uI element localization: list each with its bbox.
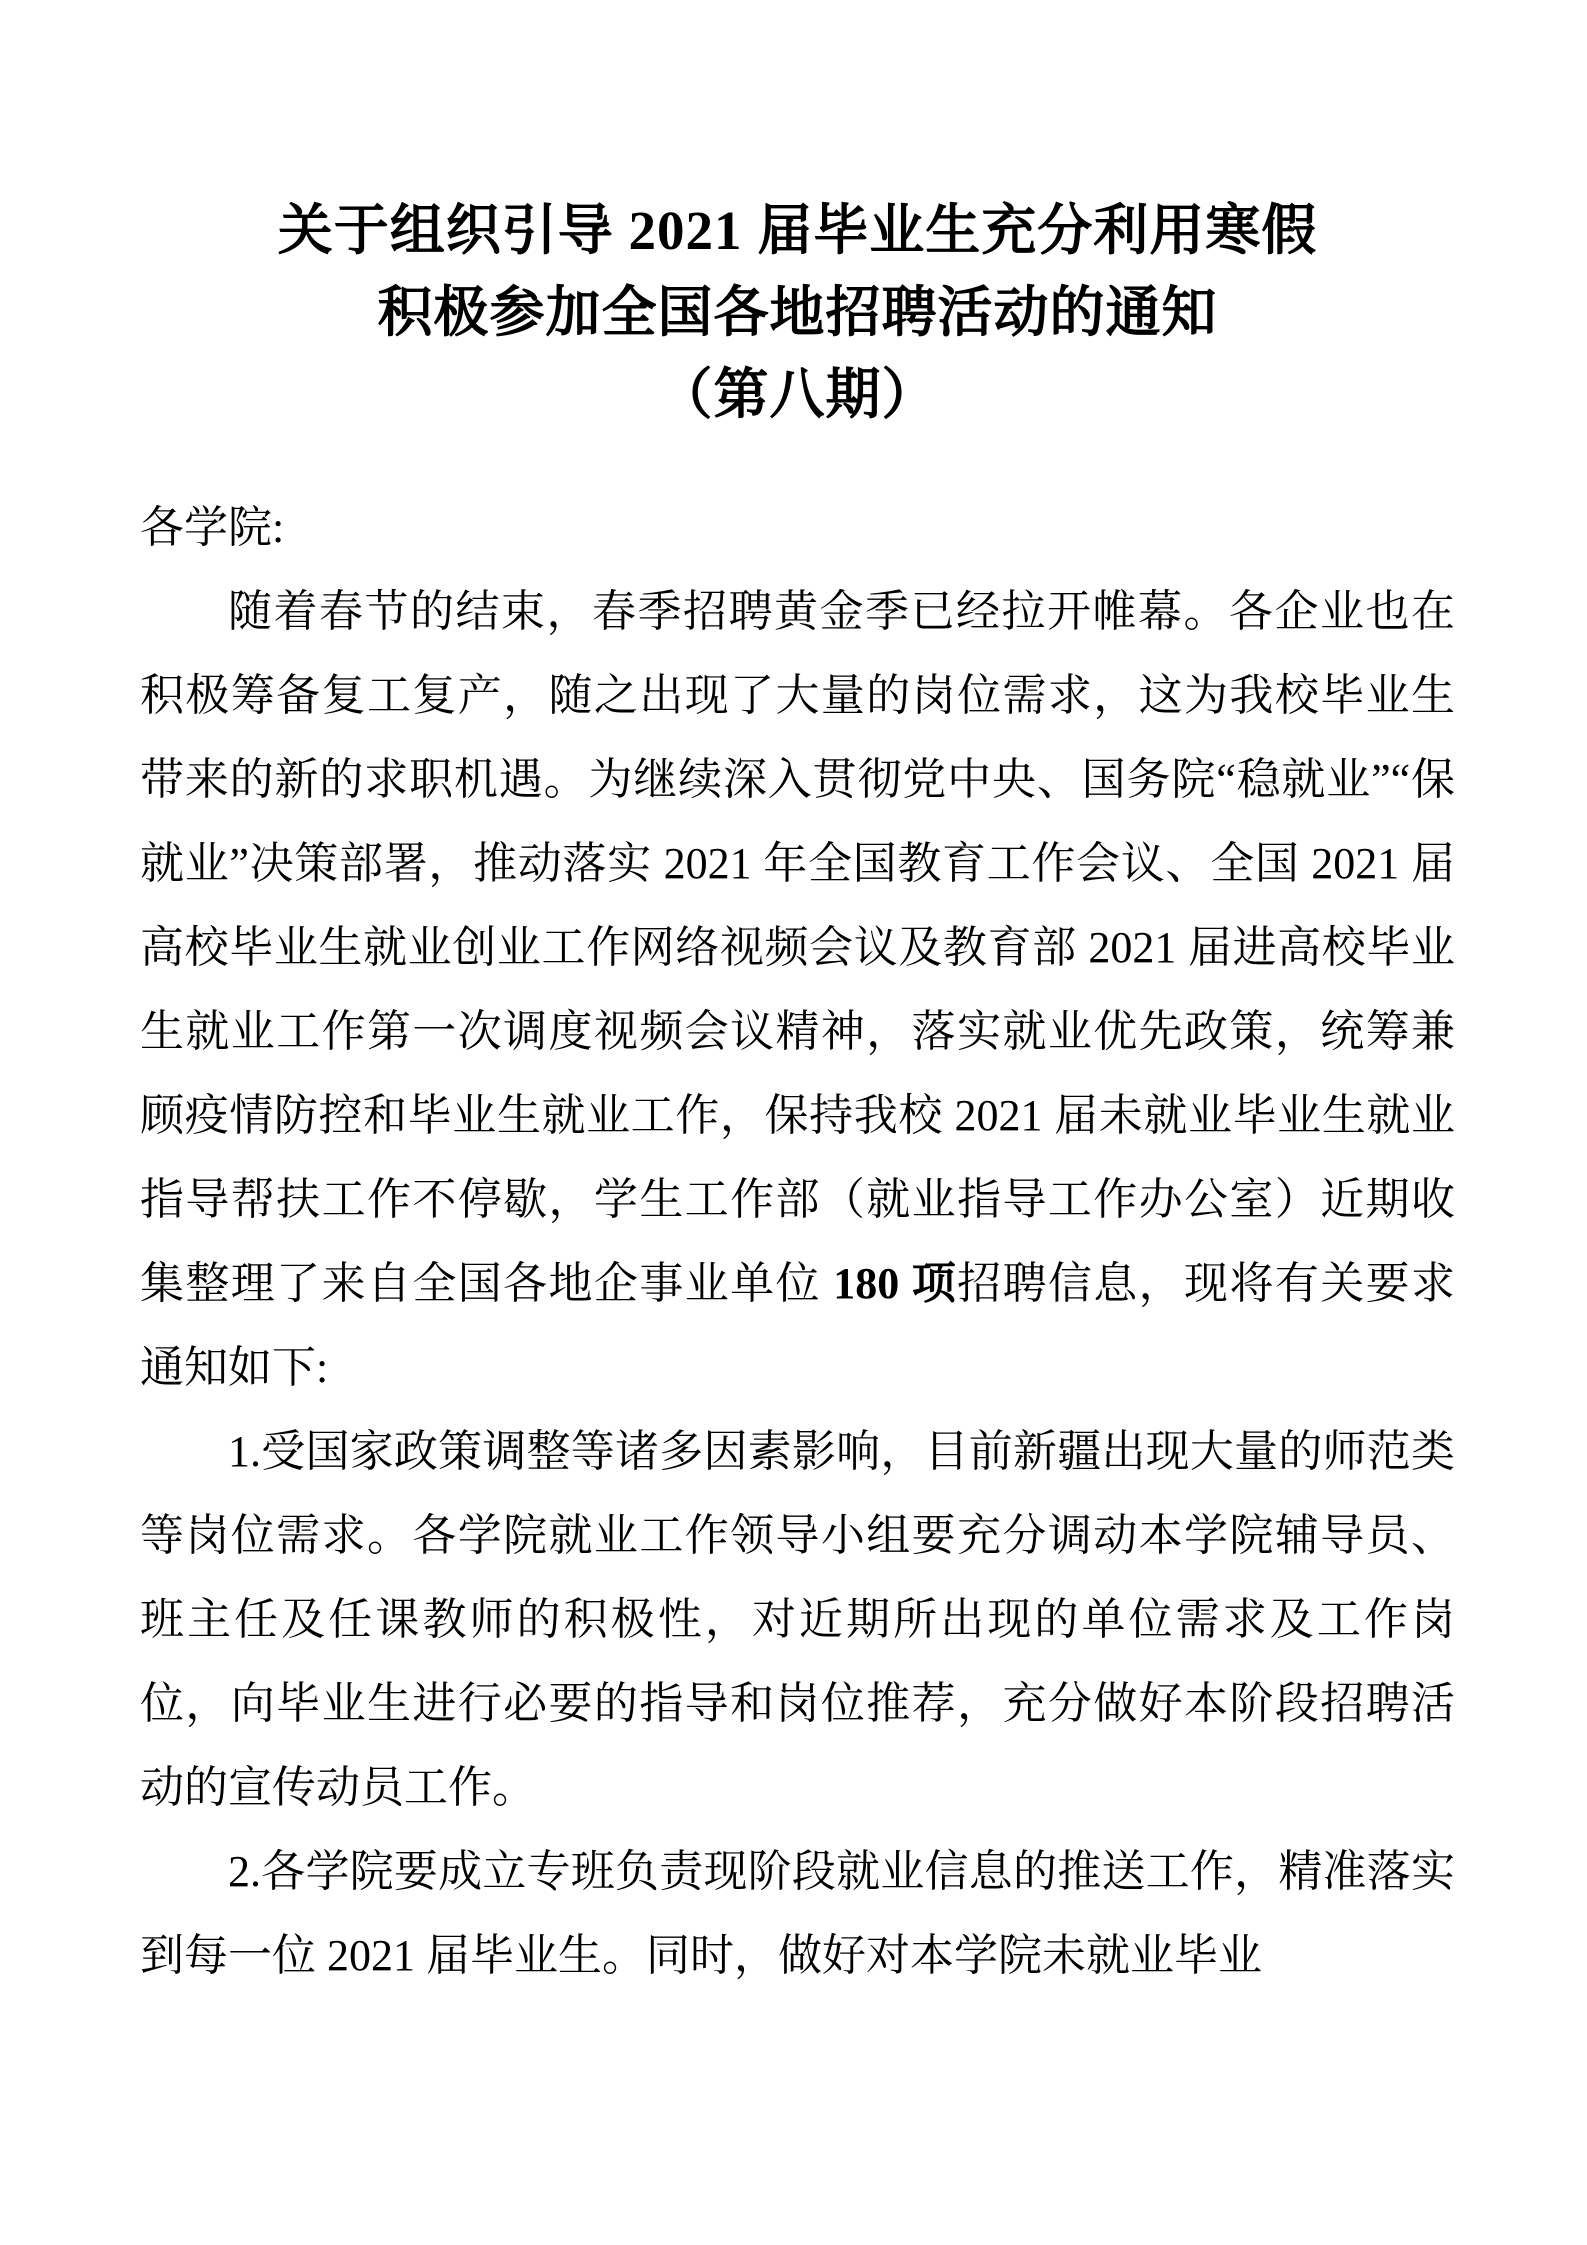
document-title-line3: （第八期） — [657, 364, 938, 425]
document-title — [140, 190, 1455, 436]
salutation: 各学院: — [140, 503, 285, 552]
document-title-line2: 积极参加全国各地招聘活动的通知 — [377, 282, 1218, 343]
paragraph-intro-text-1: 随着春节的结束，春季招聘黄金季已经拉开帷幕。各企业也在积极筹备复工复产，随之出现了大量的岗位需求，这为我校毕业生带来的新的求职机遇。为继续深入贯彻党中央、国务院“稳就业”“保就业”决策部署，推动落实 2021 年全国教育工作会议、全国 2021 届高校毕业生就业创业工作网络视频会议及教育部 2021 届进高校毕业生就业工作第一次调度视频会议精神，落实就业优先政策，统筹兼顾疫情防控和毕业生就业工作，保持我校 2021 届未就业毕业生就业指导帮扶工作不停歇，学生工作部（就业指导工作办公室）近期收集整理了来自全国各地企事业单位 — [140, 587, 1455, 1308]
paragraph-intro — [140, 570, 1455, 1410]
paragraph-item-2: 2.各学院要成立专班负责现阶段就业信息的推送工作，精准落实到每一位 2021 届毕业生。同时，做好对本学院未就业毕业 — [140, 1847, 1455, 1980]
document-body — [140, 486, 1455, 1998]
paragraph-item-1: 1.受国家政策调整等诸多因素影响，目前新疆出现大量的师范类等岗位需求。各学院就业工作领导小组要充分调动本学院辅导员、班主任及任课教师的积极性，对近期所出现的单位需求及工作岗位，向毕业生进行必要的指导和岗位推荐，充分做好本阶段招聘活动的宣传动员工作。 — [140, 1427, 1455, 1812]
paragraph-intro-bold-count: 180 项 — [833, 1259, 958, 1308]
paragraph-intro-text-2: 招聘信息，现将有关要求通知如下: — [140, 1259, 1456, 1392]
document-title-line1: 关于组织引导 2021 届毕业生充分利用寒假 — [277, 200, 1318, 261]
